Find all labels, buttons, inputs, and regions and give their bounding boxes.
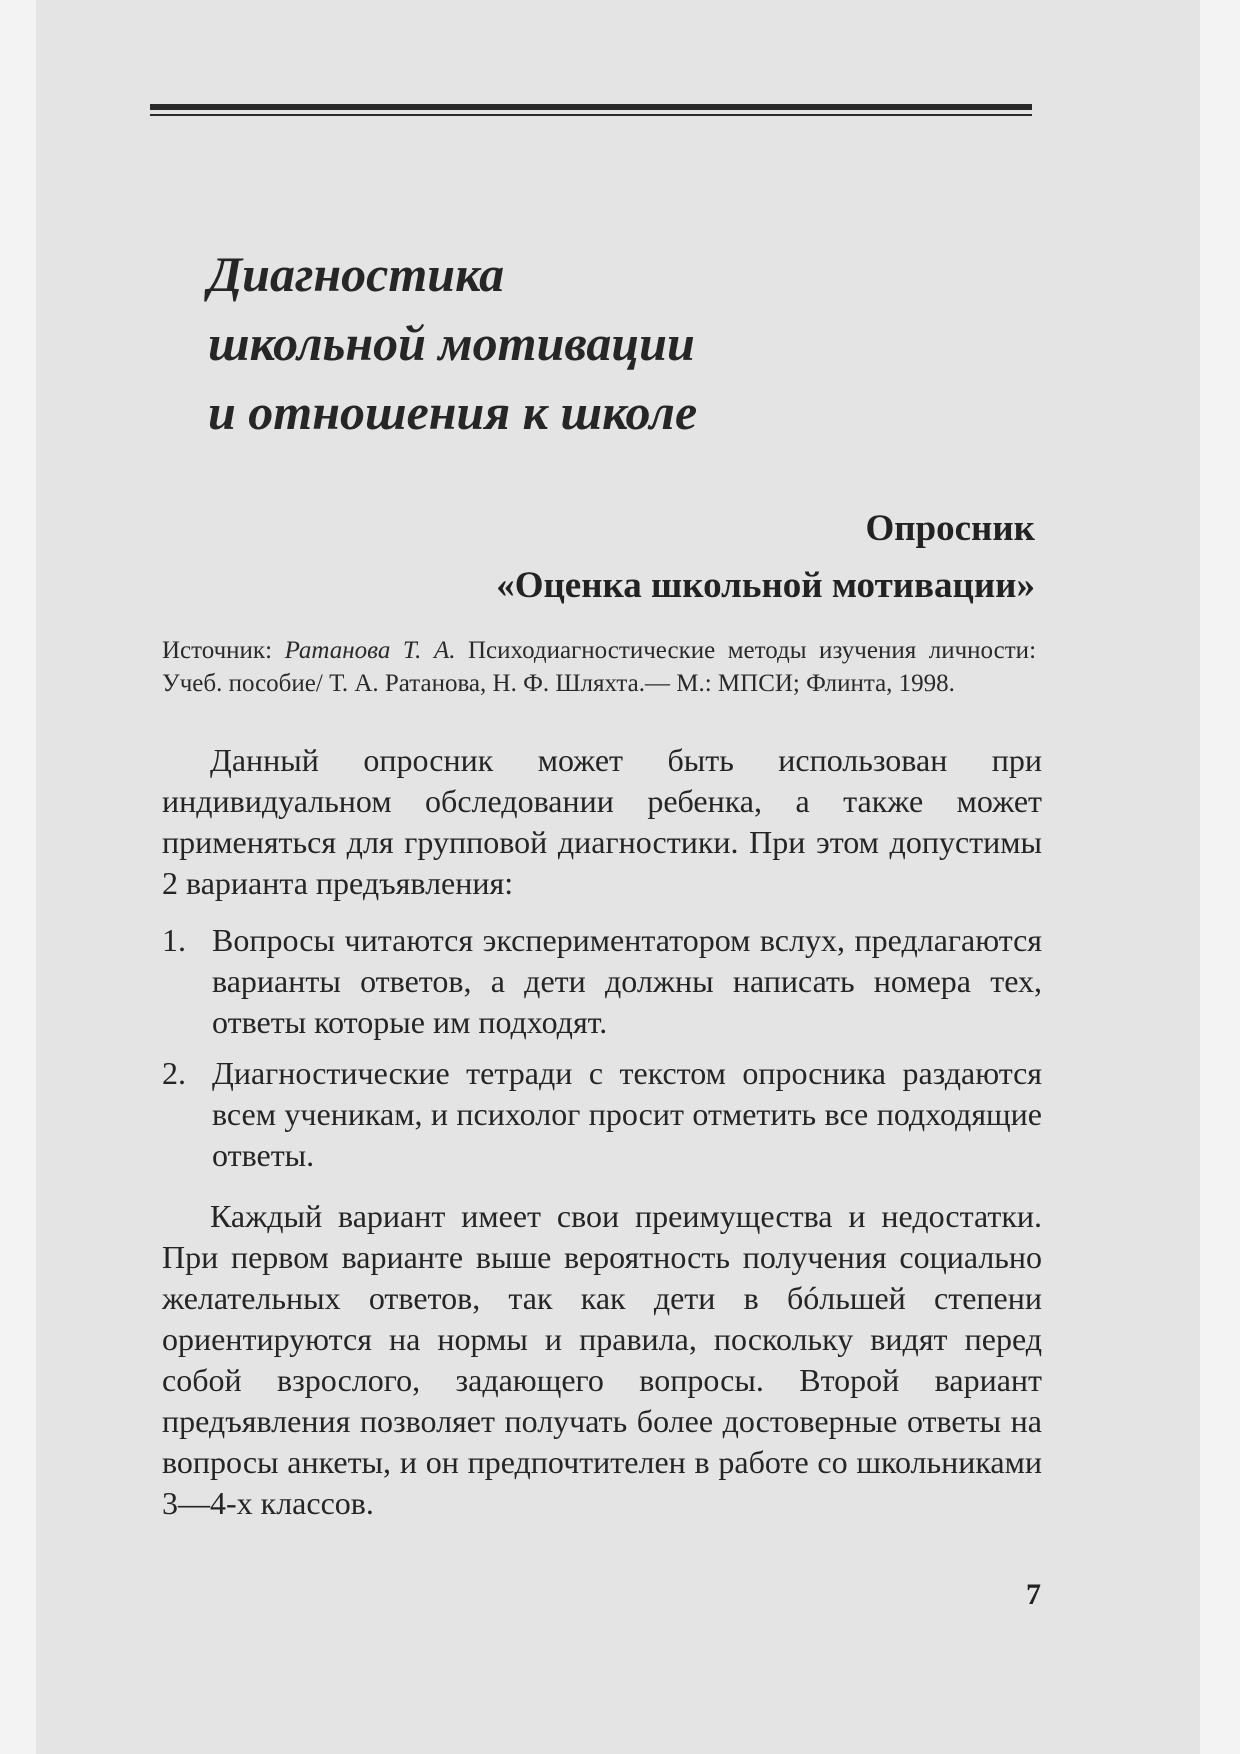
list-item-number: 2. bbox=[162, 1055, 186, 1091]
source-details: Психодиагностические методы изучения личности: Учеб. пособие/ Т. А. Ратанова, Н. Ф. Шляхта.— М.: МПСИ; Флинта, 1998. bbox=[162, 637, 1037, 697]
title-line-2: школьной мотивации bbox=[208, 315, 695, 371]
questionnaire-name: «Оценка школьной мотивации» bbox=[496, 565, 1035, 606]
title-line-1: Диагностика bbox=[208, 246, 505, 302]
source-prefix: Источник: bbox=[162, 637, 273, 664]
comparison-paragraph: Каждый вариант имеет свои преимущества и недостатки. При первом варианте выше вероятность получения социально желательных ответов, так как дети в бóльшей степени ориентируются на нормы и правила, поскольку видят перед собой взрослого, задающего вопросы. Второй вариант предъявления позволяет получать более достоверные ответы на вопросы анкеты, и он предпочтителен в работе со школьниками 3—4-х классов. bbox=[162, 1198, 1042, 1521]
page-number: 7 bbox=[1026, 1578, 1041, 1611]
section-title bbox=[208, 240, 697, 447]
list-item bbox=[162, 920, 1042, 1043]
title-line-3: и отношения к школе bbox=[208, 384, 698, 440]
source-author: Ратанова Т. А. bbox=[284, 637, 456, 664]
list-item bbox=[162, 1053, 1042, 1176]
variants-list bbox=[162, 920, 1042, 1186]
list-item-number: 1. bbox=[162, 922, 186, 958]
header-rule-thick bbox=[150, 104, 1032, 110]
list-item-text: Диагностические тетради с текстом опросника раздаются всем ученикам, и психолог просит отметить все подходящие ответы. bbox=[212, 1055, 1042, 1173]
questionnaire-heading bbox=[496, 500, 1035, 614]
list-item-text: Вопросы читаются экспериментатором вслух, предлагаются варианты ответов, а дети должны написать номера тех, ответы которые им подходят. bbox=[212, 922, 1042, 1040]
questionnaire-label: Опросник bbox=[865, 508, 1035, 549]
intro-paragraph: Данный опросник может быть использован при индивидуальном обследовании ребенка, а также может применяться для групповой диагностики. При этом допустимы 2 варианта предъявления: bbox=[162, 742, 1042, 901]
source-citation bbox=[162, 634, 1036, 700]
header-rule-thin bbox=[150, 114, 1032, 116]
